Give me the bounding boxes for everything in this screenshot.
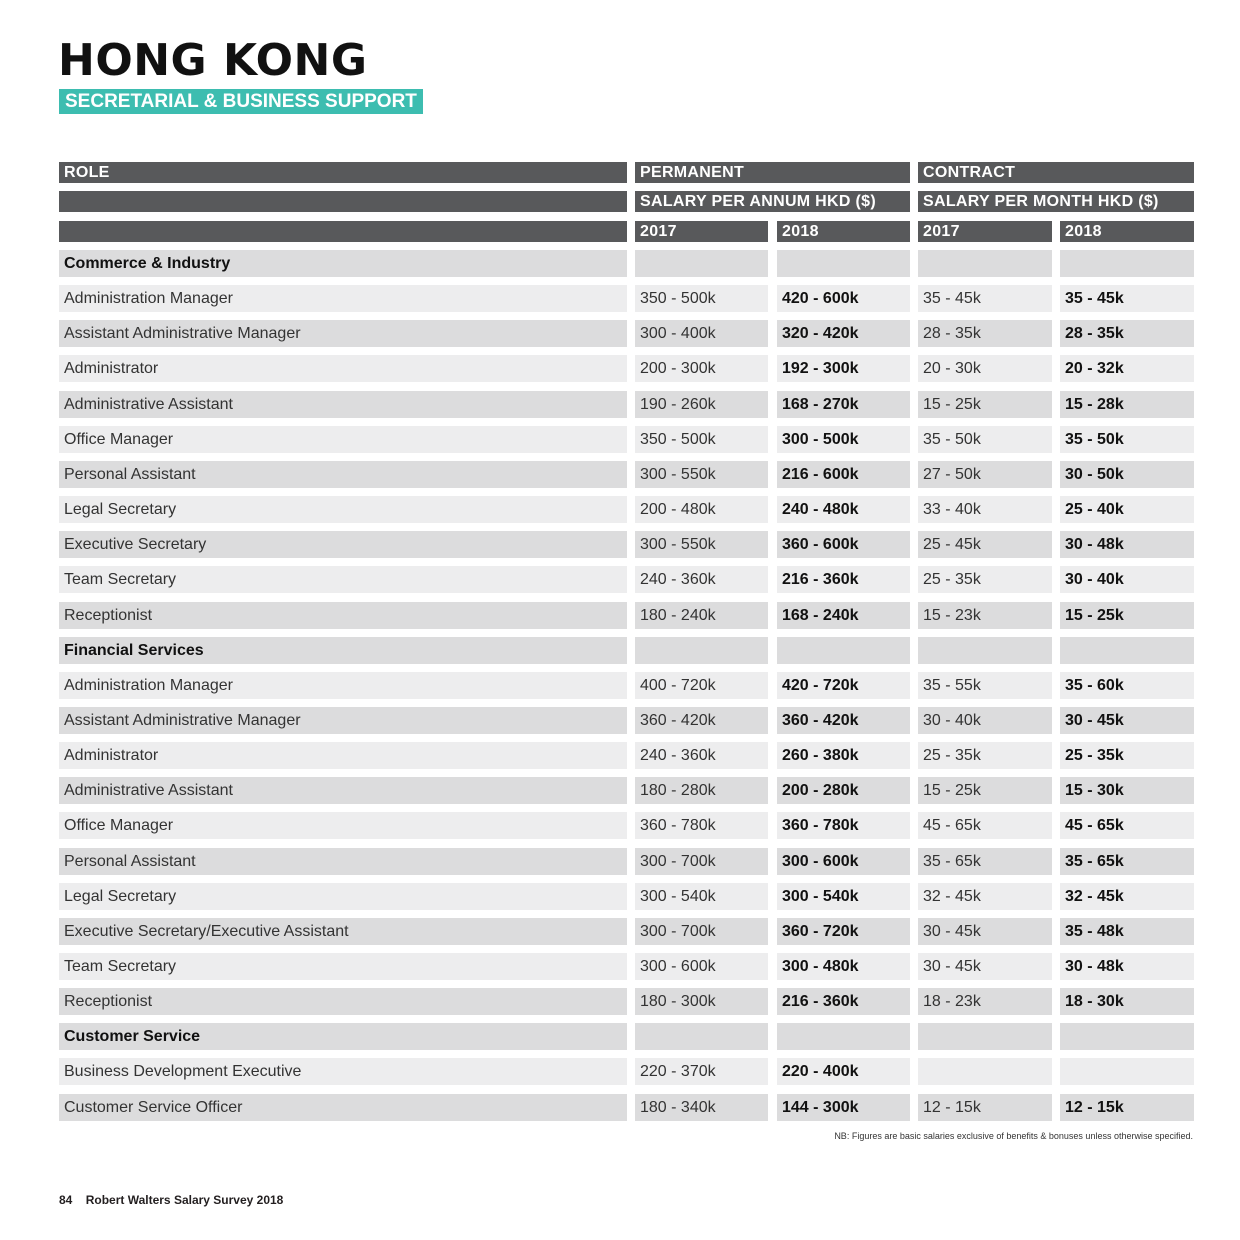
permanent-2018-cell: 240 - 480k — [777, 496, 910, 523]
permanent-2018-cell: 360 - 420k — [777, 707, 910, 734]
role-cell: Team Secretary — [59, 953, 627, 980]
contract-2017-cell: 27 - 50k — [918, 461, 1052, 488]
contract-2017-cell: 25 - 35k — [918, 566, 1052, 593]
permanent-2017-cell: 220 - 370k — [635, 1058, 768, 1085]
role-cell: Administration Manager — [59, 672, 627, 699]
contract-2018-cell — [1060, 1058, 1194, 1085]
contract-2018-cell: 12 - 15k — [1060, 1094, 1194, 1121]
header-blank-2 — [59, 221, 627, 242]
permanent-2018-cell: 216 - 360k — [777, 566, 910, 593]
contract-2018-cell: 30 - 48k — [1060, 531, 1194, 558]
section-label: Customer Service — [59, 1023, 627, 1050]
section-blank-cell — [918, 1023, 1052, 1050]
contract-2017-cell: 12 - 15k — [918, 1094, 1052, 1121]
permanent-2018-cell: 300 - 540k — [777, 883, 910, 910]
header-permanent-2017: 2017 — [635, 221, 768, 242]
permanent-2018-cell: 192 - 300k — [777, 355, 910, 382]
permanent-2017-cell: 300 - 700k — [635, 848, 768, 875]
contract-2018-cell: 28 - 35k — [1060, 320, 1194, 347]
role-cell: Administrator — [59, 355, 627, 382]
header-contract-2017: 2017 — [918, 221, 1052, 242]
permanent-2017-cell: 200 - 300k — [635, 355, 768, 382]
contract-2018-cell: 15 - 28k — [1060, 391, 1194, 418]
role-cell: Administrator — [59, 742, 627, 769]
role-cell: Business Development Executive — [59, 1058, 627, 1085]
footnote: NB: Figures are basic salaries exclusive of benefits & bonuses unless otherwise specified. — [834, 1131, 1193, 1141]
section-blank-cell — [918, 637, 1052, 664]
section-label: Commerce & Industry — [59, 250, 627, 277]
permanent-2017-cell: 300 - 550k — [635, 461, 768, 488]
contract-2018-cell: 15 - 30k — [1060, 777, 1194, 804]
role-cell: Assistant Administrative Manager — [59, 320, 627, 347]
section-label: Financial Services — [59, 637, 627, 664]
permanent-2018-cell: 220 - 400k — [777, 1058, 910, 1085]
section-blank-cell — [635, 637, 768, 664]
section-blank-cell — [635, 250, 768, 277]
permanent-2017-cell: 350 - 500k — [635, 426, 768, 453]
permanent-2017-cell: 300 - 540k — [635, 883, 768, 910]
permanent-2018-cell: 216 - 600k — [777, 461, 910, 488]
contract-2018-cell: 35 - 48k — [1060, 918, 1194, 945]
contract-2018-cell: 18 - 30k — [1060, 988, 1194, 1015]
contract-2017-cell: 35 - 65k — [918, 848, 1052, 875]
permanent-2018-cell: 168 - 240k — [777, 602, 910, 629]
permanent-2017-cell: 180 - 280k — [635, 777, 768, 804]
publication-name: Robert Walters Salary Survey 2018 — [85, 1193, 284, 1207]
contract-2018-cell: 35 - 45k — [1060, 285, 1194, 312]
page-title: HONG KONG — [58, 35, 368, 86]
contract-2017-cell: 25 - 45k — [918, 531, 1052, 558]
permanent-2018-cell: 420 - 600k — [777, 285, 910, 312]
role-cell: Legal Secretary — [59, 883, 627, 910]
section-blank-cell — [777, 1023, 910, 1050]
section-blank-cell — [1060, 637, 1194, 664]
page-subtitle: SECRETARIAL & BUSINESS SUPPORT — [59, 89, 423, 114]
permanent-2017-cell: 350 - 500k — [635, 285, 768, 312]
permanent-2018-cell: 260 - 380k — [777, 742, 910, 769]
contract-2017-cell: 30 - 40k — [918, 707, 1052, 734]
section-blank-cell — [635, 1023, 768, 1050]
permanent-2017-cell: 200 - 480k — [635, 496, 768, 523]
role-cell: Executive Secretary — [59, 531, 627, 558]
role-cell: Administrative Assistant — [59, 391, 627, 418]
permanent-2017-cell: 240 - 360k — [635, 742, 768, 769]
permanent-2017-cell: 300 - 600k — [635, 953, 768, 980]
contract-2017-cell: 35 - 50k — [918, 426, 1052, 453]
contract-2018-cell: 30 - 50k — [1060, 461, 1194, 488]
permanent-2017-cell: 190 - 260k — [635, 391, 768, 418]
contract-2017-cell — [918, 1058, 1052, 1085]
contract-2017-cell: 33 - 40k — [918, 496, 1052, 523]
permanent-2018-cell: 300 - 500k — [777, 426, 910, 453]
contract-2017-cell: 15 - 25k — [918, 777, 1052, 804]
permanent-2018-cell: 420 - 720k — [777, 672, 910, 699]
contract-2017-cell: 20 - 30k — [918, 355, 1052, 382]
section-blank-cell — [777, 250, 910, 277]
role-cell: Receptionist — [59, 602, 627, 629]
section-blank-cell — [1060, 1023, 1194, 1050]
permanent-2017-cell: 360 - 780k — [635, 812, 768, 839]
role-cell: Customer Service Officer — [59, 1094, 627, 1121]
contract-2017-cell: 32 - 45k — [918, 883, 1052, 910]
permanent-2018-cell: 300 - 480k — [777, 953, 910, 980]
section-blank-cell — [777, 637, 910, 664]
header-contract-2018: 2018 — [1060, 221, 1194, 242]
header-permanent: PERMANENT — [635, 162, 910, 183]
contract-2018-cell: 35 - 60k — [1060, 672, 1194, 699]
permanent-2017-cell: 300 - 700k — [635, 918, 768, 945]
permanent-2018-cell: 200 - 280k — [777, 777, 910, 804]
contract-2018-cell: 32 - 45k — [1060, 883, 1194, 910]
contract-2017-cell: 18 - 23k — [918, 988, 1052, 1015]
role-cell: Legal Secretary — [59, 496, 627, 523]
permanent-2017-cell: 400 - 720k — [635, 672, 768, 699]
permanent-2017-cell: 180 - 240k — [635, 602, 768, 629]
contract-2018-cell: 15 - 25k — [1060, 602, 1194, 629]
permanent-2017-cell: 180 - 300k — [635, 988, 768, 1015]
role-cell: Personal Assistant — [59, 848, 627, 875]
header-contract: CONTRACT — [918, 162, 1194, 183]
role-cell: Assistant Administrative Manager — [59, 707, 627, 734]
permanent-2017-cell: 300 - 550k — [635, 531, 768, 558]
permanent-2018-cell: 360 - 780k — [777, 812, 910, 839]
contract-2017-cell: 30 - 45k — [918, 918, 1052, 945]
permanent-2018-cell: 360 - 720k — [777, 918, 910, 945]
contract-2018-cell: 30 - 48k — [1060, 953, 1194, 980]
permanent-2018-cell: 300 - 600k — [777, 848, 910, 875]
contract-2017-cell: 25 - 35k — [918, 742, 1052, 769]
permanent-2017-cell: 180 - 340k — [635, 1094, 768, 1121]
permanent-2018-cell: 144 - 300k — [777, 1094, 910, 1121]
permanent-2018-cell: 320 - 420k — [777, 320, 910, 347]
contract-2017-cell: 28 - 35k — [918, 320, 1052, 347]
contract-2018-cell: 30 - 45k — [1060, 707, 1194, 734]
role-cell: Personal Assistant — [59, 461, 627, 488]
contract-2017-cell: 15 - 23k — [918, 602, 1052, 629]
permanent-2017-cell: 360 - 420k — [635, 707, 768, 734]
contract-2017-cell: 30 - 45k — [918, 953, 1052, 980]
contract-2018-cell: 25 - 40k — [1060, 496, 1194, 523]
contract-2017-cell: 45 - 65k — [918, 812, 1052, 839]
role-cell: Receptionist — [59, 988, 627, 1015]
contract-2018-cell: 20 - 32k — [1060, 355, 1194, 382]
header-blank-1 — [59, 191, 627, 212]
header-permanent-2018: 2018 — [777, 221, 910, 242]
header-role: ROLE — [59, 162, 627, 183]
role-cell: Office Manager — [59, 426, 627, 453]
role-cell: Office Manager — [59, 812, 627, 839]
role-cell: Administration Manager — [59, 285, 627, 312]
contract-2018-cell: 35 - 65k — [1060, 848, 1194, 875]
contract-2018-cell: 35 - 50k — [1060, 426, 1194, 453]
contract-2017-cell: 35 - 55k — [918, 672, 1052, 699]
header-contract-unit: SALARY PER MONTH HKD ($) — [918, 191, 1194, 212]
permanent-2017-cell: 240 - 360k — [635, 566, 768, 593]
permanent-2017-cell: 300 - 400k — [635, 320, 768, 347]
contract-2017-cell: 15 - 25k — [918, 391, 1052, 418]
contract-2018-cell: 45 - 65k — [1060, 812, 1194, 839]
header-permanent-unit: SALARY PER ANNUM HKD ($) — [635, 191, 910, 212]
contract-2018-cell: 25 - 35k — [1060, 742, 1194, 769]
contract-2017-cell: 35 - 45k — [918, 285, 1052, 312]
section-blank-cell — [918, 250, 1052, 277]
role-cell: Executive Secretary/Executive Assistant — [59, 918, 627, 945]
page-footer — [59, 1193, 283, 1207]
role-cell: Administrative Assistant — [59, 777, 627, 804]
permanent-2018-cell: 360 - 600k — [777, 531, 910, 558]
permanent-2018-cell: 216 - 360k — [777, 988, 910, 1015]
section-blank-cell — [1060, 250, 1194, 277]
role-cell: Team Secretary — [59, 566, 627, 593]
permanent-2018-cell: 168 - 270k — [777, 391, 910, 418]
page-number: 84 — [59, 1193, 73, 1207]
contract-2018-cell: 30 - 40k — [1060, 566, 1194, 593]
